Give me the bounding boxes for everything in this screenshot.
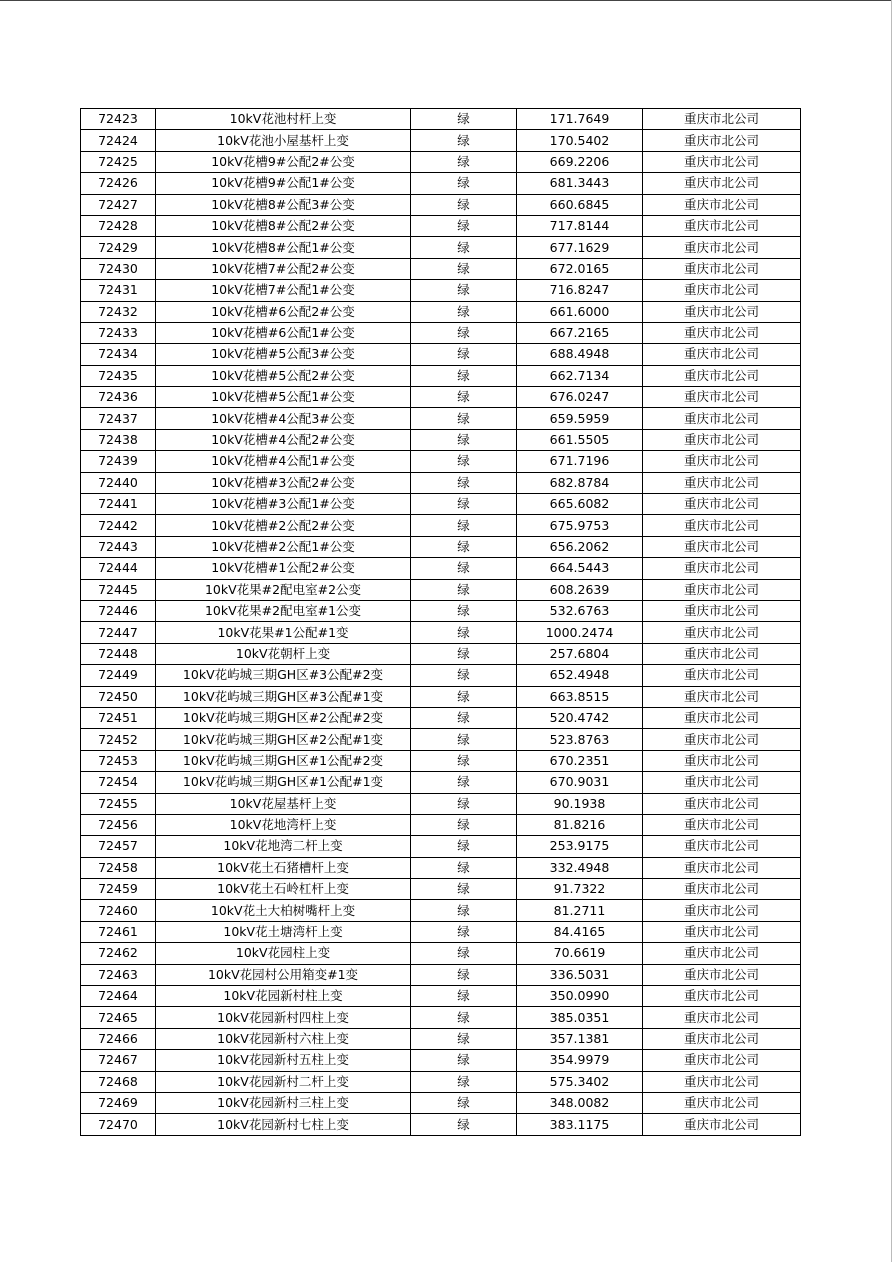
table-row: [81, 558, 801, 579]
row-id-cell: 72456: [81, 814, 156, 835]
status-color-cell: 绿: [411, 387, 517, 408]
company-cell: 重庆市北公司: [643, 429, 801, 450]
row-id-cell: 72435: [81, 365, 156, 386]
table-row: [81, 173, 801, 194]
value-cell: 348.0082: [517, 1092, 643, 1113]
row-id-cell: 72447: [81, 622, 156, 643]
company-cell: 重庆市北公司: [643, 237, 801, 258]
status-color-cell: 绿: [411, 793, 517, 814]
transformer-name-cell: 10kV花地湾二杆上变: [156, 836, 411, 857]
table-row: [81, 1050, 801, 1071]
status-color-cell: 绿: [411, 836, 517, 857]
row-id-cell: 72429: [81, 237, 156, 258]
row-id-cell: 72467: [81, 1050, 156, 1071]
status-color-cell: 绿: [411, 964, 517, 985]
row-id-cell: 72470: [81, 1114, 156, 1135]
company-cell: 重庆市北公司: [643, 665, 801, 686]
company-cell: 重庆市北公司: [643, 707, 801, 728]
value-cell: 81.2711: [517, 900, 643, 921]
row-id-cell: 72459: [81, 879, 156, 900]
transformer-table: [80, 108, 801, 1136]
value-cell: 662.7134: [517, 365, 643, 386]
status-color-cell: 绿: [411, 151, 517, 172]
status-color-cell: 绿: [411, 579, 517, 600]
value-cell: 81.8216: [517, 814, 643, 835]
company-cell: 重庆市北公司: [643, 494, 801, 515]
row-id-cell: 72433: [81, 322, 156, 343]
table-row: [81, 387, 801, 408]
value-cell: 670.9031: [517, 772, 643, 793]
row-id-cell: 72423: [81, 109, 156, 130]
status-color-cell: 绿: [411, 1092, 517, 1113]
value-cell: 717.8144: [517, 215, 643, 236]
table-row: [81, 814, 801, 835]
status-color-cell: 绿: [411, 451, 517, 472]
transformer-name-cell: 10kV花园新村四柱上变: [156, 1007, 411, 1028]
row-id-cell: 72441: [81, 494, 156, 515]
value-cell: 350.0990: [517, 986, 643, 1007]
table-row: [81, 494, 801, 515]
row-id-cell: 72437: [81, 408, 156, 429]
row-id-cell: 72431: [81, 280, 156, 301]
transformer-name-cell: 10kV花槽#4公配3#公变: [156, 408, 411, 429]
table-row: [81, 686, 801, 707]
value-cell: 675.9753: [517, 515, 643, 536]
row-id-cell: 72468: [81, 1071, 156, 1092]
transformer-name-cell: 10kV花槽#1公配2#公变: [156, 558, 411, 579]
value-cell: 520.4742: [517, 707, 643, 728]
transformer-name-cell: 10kV花园村公用箱变#1变: [156, 964, 411, 985]
table-row: [81, 1071, 801, 1092]
company-cell: 重庆市北公司: [643, 750, 801, 771]
table-row: [81, 879, 801, 900]
transformer-name-cell: 10kV花槽9#公配1#公变: [156, 173, 411, 194]
value-cell: 575.3402: [517, 1071, 643, 1092]
status-color-cell: 绿: [411, 194, 517, 215]
table-row: [81, 258, 801, 279]
transformer-name-cell: 10kV花槽#6公配1#公变: [156, 322, 411, 343]
value-cell: 84.4165: [517, 921, 643, 942]
table-row: [81, 579, 801, 600]
table-row: [81, 964, 801, 985]
status-color-cell: 绿: [411, 879, 517, 900]
company-cell: 重庆市北公司: [643, 130, 801, 151]
status-color-cell: 绿: [411, 130, 517, 151]
status-color-cell: 绿: [411, 1071, 517, 1092]
status-color-cell: 绿: [411, 707, 517, 728]
table-row: [81, 622, 801, 643]
row-id-cell: 72462: [81, 943, 156, 964]
transformer-name-cell: 10kV花园新村三柱上变: [156, 1092, 411, 1113]
table-row: [81, 1114, 801, 1135]
table-row: [81, 1028, 801, 1049]
transformer-name-cell: 10kV花槽#5公配3#公变: [156, 344, 411, 365]
value-cell: 665.6082: [517, 494, 643, 515]
transformer-name-cell: 10kV花朝杆上变: [156, 643, 411, 664]
company-cell: 重庆市北公司: [643, 1007, 801, 1028]
table-row: [81, 322, 801, 343]
status-color-cell: 绿: [411, 1007, 517, 1028]
company-cell: 重庆市北公司: [643, 879, 801, 900]
company-cell: 重庆市北公司: [643, 387, 801, 408]
value-cell: 670.2351: [517, 750, 643, 771]
row-id-cell: 72427: [81, 194, 156, 215]
status-color-cell: 绿: [411, 494, 517, 515]
company-cell: 重庆市北公司: [643, 857, 801, 878]
table-row: [81, 215, 801, 236]
value-cell: 661.6000: [517, 301, 643, 322]
value-cell: 681.3443: [517, 173, 643, 194]
row-id-cell: 72439: [81, 451, 156, 472]
transformer-name-cell: 10kV花园新村二杆上变: [156, 1071, 411, 1092]
value-cell: 90.1938: [517, 793, 643, 814]
table-row: [81, 536, 801, 557]
status-color-cell: 绿: [411, 237, 517, 258]
company-cell: 重庆市北公司: [643, 772, 801, 793]
company-cell: 重庆市北公司: [643, 643, 801, 664]
status-color-cell: 绿: [411, 301, 517, 322]
status-color-cell: 绿: [411, 322, 517, 343]
row-id-cell: 72426: [81, 173, 156, 194]
transformer-name-cell: 10kV花屿城三期GH区#2公配#2变: [156, 707, 411, 728]
status-color-cell: 绿: [411, 1028, 517, 1049]
row-id-cell: 72461: [81, 921, 156, 942]
transformer-name-cell: 10kV花屿城三期GH区#3公配#1变: [156, 686, 411, 707]
company-cell: 重庆市北公司: [643, 558, 801, 579]
value-cell: 671.7196: [517, 451, 643, 472]
value-cell: 332.4948: [517, 857, 643, 878]
value-cell: 253.9175: [517, 836, 643, 857]
table-row: [81, 836, 801, 857]
value-cell: 70.6619: [517, 943, 643, 964]
value-cell: 171.7649: [517, 109, 643, 130]
status-color-cell: 绿: [411, 921, 517, 942]
transformer-name-cell: 10kV花果#2配电室#1公变: [156, 600, 411, 621]
transformer-name-cell: 10kV花槽#6公配2#公变: [156, 301, 411, 322]
transformer-name-cell: 10kV花屋基杆上变: [156, 793, 411, 814]
table-row: [81, 151, 801, 172]
value-cell: 91.7322: [517, 879, 643, 900]
row-id-cell: 72454: [81, 772, 156, 793]
value-cell: 1000.2474: [517, 622, 643, 643]
transformer-name-cell: 10kV花土塘湾杆上变: [156, 921, 411, 942]
status-color-cell: 绿: [411, 857, 517, 878]
company-cell: 重庆市北公司: [643, 1092, 801, 1113]
status-color-cell: 绿: [411, 1050, 517, 1071]
company-cell: 重庆市北公司: [643, 579, 801, 600]
table-row: [81, 665, 801, 686]
company-cell: 重庆市北公司: [643, 173, 801, 194]
company-cell: 重庆市北公司: [643, 943, 801, 964]
company-cell: 重庆市北公司: [643, 344, 801, 365]
transformer-name-cell: 10kV花槽9#公配2#公变: [156, 151, 411, 172]
status-color-cell: 绿: [411, 750, 517, 771]
status-color-cell: 绿: [411, 900, 517, 921]
transformer-name-cell: 10kV花槽#3公配1#公变: [156, 494, 411, 515]
table-row: [81, 1092, 801, 1113]
row-id-cell: 72430: [81, 258, 156, 279]
status-color-cell: 绿: [411, 408, 517, 429]
transformer-name-cell: 10kV花园新村柱上变: [156, 986, 411, 1007]
table-row: [81, 365, 801, 386]
transformer-name-cell: 10kV花槽7#公配2#公变: [156, 258, 411, 279]
transformer-name-cell: 10kV花槽7#公配1#公变: [156, 280, 411, 301]
company-cell: 重庆市北公司: [643, 686, 801, 707]
status-color-cell: 绿: [411, 1114, 517, 1135]
company-cell: 重庆市北公司: [643, 793, 801, 814]
row-id-cell: 72458: [81, 857, 156, 878]
value-cell: 660.6845: [517, 194, 643, 215]
status-color-cell: 绿: [411, 536, 517, 557]
transformer-name-cell: 10kV花槽#3公配2#公变: [156, 472, 411, 493]
transformer-name-cell: 10kV花园柱上变: [156, 943, 411, 964]
status-color-cell: 绿: [411, 943, 517, 964]
table-row: [81, 900, 801, 921]
table-row: [81, 109, 801, 130]
table-row: [81, 280, 801, 301]
value-cell: 354.9979: [517, 1050, 643, 1071]
transformer-name-cell: 10kV花果#1公配#1变: [156, 622, 411, 643]
transformer-name-cell: 10kV花园新村五柱上变: [156, 1050, 411, 1071]
row-id-cell: 72438: [81, 429, 156, 450]
status-color-cell: 绿: [411, 814, 517, 835]
value-cell: 532.6763: [517, 600, 643, 621]
table-row: [81, 857, 801, 878]
table-row: [81, 451, 801, 472]
company-cell: 重庆市北公司: [643, 322, 801, 343]
table-row: [81, 472, 801, 493]
transformer-name-cell: 10kV花土石岭杠杆上变: [156, 879, 411, 900]
value-cell: 523.8763: [517, 729, 643, 750]
row-id-cell: 72443: [81, 536, 156, 557]
row-id-cell: 72436: [81, 387, 156, 408]
value-cell: 257.6804: [517, 643, 643, 664]
status-color-cell: 绿: [411, 665, 517, 686]
row-id-cell: 72425: [81, 151, 156, 172]
transformer-name-cell: 10kV花池村杆上变: [156, 109, 411, 130]
value-cell: 664.5443: [517, 558, 643, 579]
company-cell: 重庆市北公司: [643, 472, 801, 493]
row-id-cell: 72424: [81, 130, 156, 151]
status-color-cell: 绿: [411, 109, 517, 130]
value-cell: 170.5402: [517, 130, 643, 151]
transformer-name-cell: 10kV花槽8#公配3#公变: [156, 194, 411, 215]
company-cell: 重庆市北公司: [643, 814, 801, 835]
company-cell: 重庆市北公司: [643, 365, 801, 386]
row-id-cell: 72452: [81, 729, 156, 750]
company-cell: 重庆市北公司: [643, 921, 801, 942]
table-row: [81, 986, 801, 1007]
value-cell: 652.4948: [517, 665, 643, 686]
transformer-name-cell: 10kV花屿城三期GH区#1公配#1变: [156, 772, 411, 793]
status-color-cell: 绿: [411, 643, 517, 664]
transformer-name-cell: 10kV花地湾杆上变: [156, 814, 411, 835]
table-row: [81, 237, 801, 258]
company-cell: 重庆市北公司: [643, 836, 801, 857]
company-cell: 重庆市北公司: [643, 215, 801, 236]
company-cell: 重庆市北公司: [643, 408, 801, 429]
company-cell: 重庆市北公司: [643, 729, 801, 750]
status-color-cell: 绿: [411, 280, 517, 301]
table-row: [81, 429, 801, 450]
status-color-cell: 绿: [411, 772, 517, 793]
transformer-name-cell: 10kV花槽#2公配2#公变: [156, 515, 411, 536]
company-cell: 重庆市北公司: [643, 986, 801, 1007]
status-color-cell: 绿: [411, 429, 517, 450]
transformer-name-cell: 10kV花槽#4公配2#公变: [156, 429, 411, 450]
transformer-name-cell: 10kV花园新村六柱上变: [156, 1028, 411, 1049]
company-cell: 重庆市北公司: [643, 151, 801, 172]
company-cell: 重庆市北公司: [643, 1050, 801, 1071]
table-row: [81, 1007, 801, 1028]
value-cell: 336.5031: [517, 964, 643, 985]
company-cell: 重庆市北公司: [643, 622, 801, 643]
company-cell: 重庆市北公司: [643, 109, 801, 130]
table-row: [81, 943, 801, 964]
row-id-cell: 72463: [81, 964, 156, 985]
row-id-cell: 72465: [81, 1007, 156, 1028]
status-color-cell: 绿: [411, 729, 517, 750]
table-row: [81, 600, 801, 621]
status-color-cell: 绿: [411, 622, 517, 643]
company-cell: 重庆市北公司: [643, 900, 801, 921]
status-color-cell: 绿: [411, 365, 517, 386]
company-cell: 重庆市北公司: [643, 1114, 801, 1135]
transformer-name-cell: 10kV花园新村七柱上变: [156, 1114, 411, 1135]
row-id-cell: 72444: [81, 558, 156, 579]
transformer-name-cell: 10kV花果#2配电室#2公变: [156, 579, 411, 600]
company-cell: 重庆市北公司: [643, 515, 801, 536]
company-cell: 重庆市北公司: [643, 600, 801, 621]
transformer-name-cell: 10kV花槽8#公配2#公变: [156, 215, 411, 236]
status-color-cell: 绿: [411, 215, 517, 236]
value-cell: 676.0247: [517, 387, 643, 408]
value-cell: 688.4948: [517, 344, 643, 365]
company-cell: 重庆市北公司: [643, 964, 801, 985]
row-id-cell: 72469: [81, 1092, 156, 1113]
company-cell: 重庆市北公司: [643, 1028, 801, 1049]
company-cell: 重庆市北公司: [643, 536, 801, 557]
value-cell: 659.5959: [517, 408, 643, 429]
transformer-name-cell: 10kV花土大柏树嘴杆上变: [156, 900, 411, 921]
status-color-cell: 绿: [411, 558, 517, 579]
row-id-cell: 72453: [81, 750, 156, 771]
row-id-cell: 72457: [81, 836, 156, 857]
transformer-name-cell: 10kV花屿城三期GH区#3公配#2变: [156, 665, 411, 686]
value-cell: 663.8515: [517, 686, 643, 707]
table-row: [81, 408, 801, 429]
transformer-name-cell: 10kV花池小屋基杆上变: [156, 130, 411, 151]
row-id-cell: 72432: [81, 301, 156, 322]
transformer-name-cell: 10kV花槽8#公配1#公变: [156, 237, 411, 258]
value-cell: 383.1175: [517, 1114, 643, 1135]
company-cell: 重庆市北公司: [643, 258, 801, 279]
transformer-name-cell: 10kV花屿城三期GH区#1公配#2变: [156, 750, 411, 771]
row-id-cell: 72455: [81, 793, 156, 814]
value-cell: 385.0351: [517, 1007, 643, 1028]
table-row: [81, 301, 801, 322]
table-row: [81, 729, 801, 750]
table-row: [81, 130, 801, 151]
value-cell: 656.2062: [517, 536, 643, 557]
table-row: [81, 194, 801, 215]
company-cell: 重庆市北公司: [643, 451, 801, 472]
status-color-cell: 绿: [411, 986, 517, 1007]
row-id-cell: 72446: [81, 600, 156, 621]
status-color-cell: 绿: [411, 686, 517, 707]
company-cell: 重庆市北公司: [643, 280, 801, 301]
row-id-cell: 72445: [81, 579, 156, 600]
table-row: [81, 643, 801, 664]
status-color-cell: 绿: [411, 472, 517, 493]
row-id-cell: 72450: [81, 686, 156, 707]
row-id-cell: 72466: [81, 1028, 156, 1049]
page-top-border: [0, 0, 892, 1]
transformer-name-cell: 10kV花槽#5公配2#公变: [156, 365, 411, 386]
row-id-cell: 72442: [81, 515, 156, 536]
row-id-cell: 72460: [81, 900, 156, 921]
company-cell: 重庆市北公司: [643, 301, 801, 322]
table-row: [81, 515, 801, 536]
status-color-cell: 绿: [411, 344, 517, 365]
transformer-name-cell: 10kV花槽#2公配1#公变: [156, 536, 411, 557]
transformer-name-cell: 10kV花土石猪槽杆上变: [156, 857, 411, 878]
transformer-name-cell: 10kV花槽#4公配1#公变: [156, 451, 411, 472]
value-cell: 682.8784: [517, 472, 643, 493]
status-color-cell: 绿: [411, 173, 517, 194]
transformer-name-cell: 10kV花屿城三期GH区#2公配#1变: [156, 729, 411, 750]
company-cell: 重庆市北公司: [643, 194, 801, 215]
transformer-name-cell: 10kV花槽#5公配1#公变: [156, 387, 411, 408]
row-id-cell: 72448: [81, 643, 156, 664]
row-id-cell: 72464: [81, 986, 156, 1007]
company-cell: 重庆市北公司: [643, 1071, 801, 1092]
value-cell: 667.2165: [517, 322, 643, 343]
row-id-cell: 72449: [81, 665, 156, 686]
row-id-cell: 72428: [81, 215, 156, 236]
status-color-cell: 绿: [411, 515, 517, 536]
status-color-cell: 绿: [411, 258, 517, 279]
status-color-cell: 绿: [411, 600, 517, 621]
table-row: [81, 707, 801, 728]
row-id-cell: 72440: [81, 472, 156, 493]
table-row: [81, 793, 801, 814]
table-row: [81, 750, 801, 771]
value-cell: 677.1629: [517, 237, 643, 258]
value-cell: 608.2639: [517, 579, 643, 600]
value-cell: 357.1381: [517, 1028, 643, 1049]
table-row: [81, 921, 801, 942]
row-id-cell: 72451: [81, 707, 156, 728]
row-id-cell: 72434: [81, 344, 156, 365]
table-row: [81, 772, 801, 793]
value-cell: 672.0165: [517, 258, 643, 279]
table-body: [81, 109, 801, 1136]
value-cell: 716.8247: [517, 280, 643, 301]
value-cell: 669.2206: [517, 151, 643, 172]
table-row: [81, 344, 801, 365]
value-cell: 661.5505: [517, 429, 643, 450]
